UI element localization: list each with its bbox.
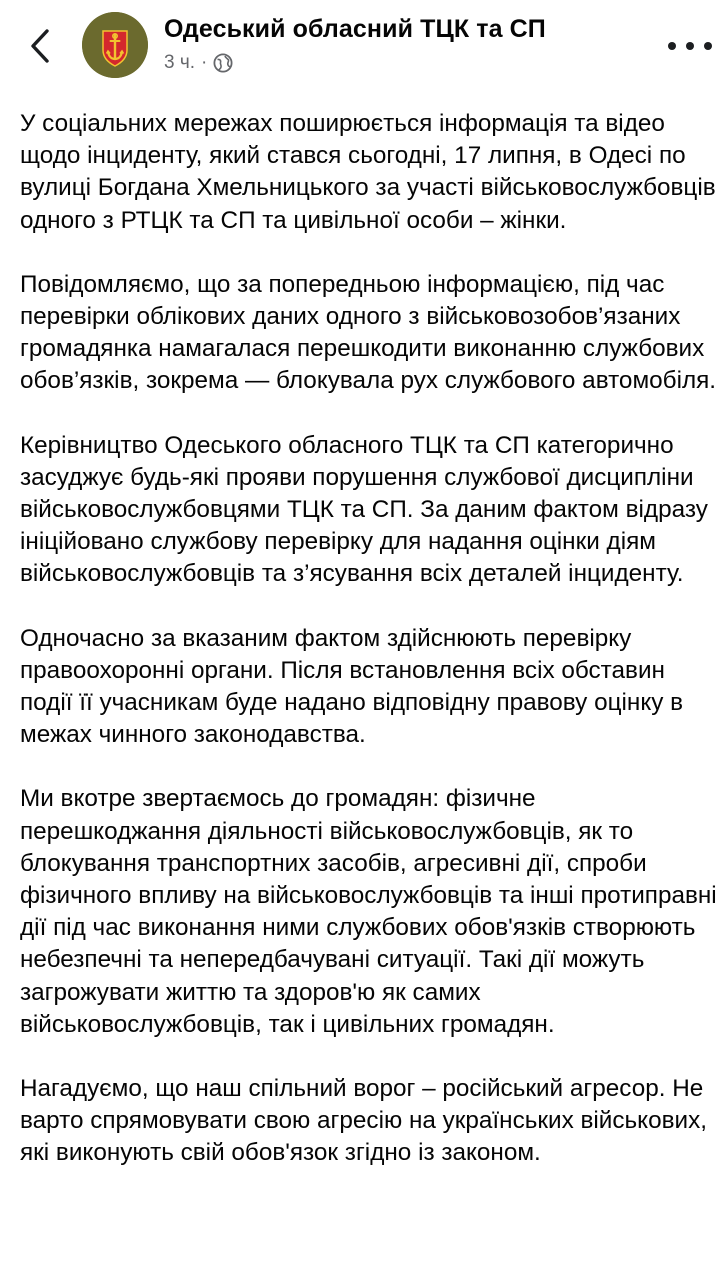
more-dot-icon [668, 42, 676, 50]
back-button[interactable] [22, 24, 58, 68]
page-name[interactable]: Одеський обласний ТЦК та СП [164, 15, 546, 43]
more-dot-icon [704, 42, 712, 50]
post-paragraph: Одночасно за вказаним фактом здійснюють перевірку правоохоронні органи. Після встановлення всіх обставин події її учасникам буде надано відповідну правову оцінку в межах чинного законодавства. [20, 624, 684, 749]
post-time[interactable]: 3 ч. [164, 52, 196, 73]
page-avatar[interactable] [82, 12, 148, 78]
more-dot-icon [686, 42, 694, 50]
post-paragraph: У соціальних мережах поширюється інформація та відео щодо інциденту, який стався сьогодні, 17 липня, в Одесі по вулиці Богдана Хмельницького за участі військовослужбовців одного з РТЦК та СП та цивільної особи – жінки. [20, 110, 716, 234]
post-text [20, 108, 720, 1202]
post-paragraph: Повідомляємо, що за попередньою інформацією, під час перевірки облікових даних одного з військовозобов’язаних громадянка намагалася перешкодити виконанню службових обов’язків, зокрема — блокувала рух службового автомобіля. [20, 270, 717, 395]
meta-separator: · [201, 52, 208, 73]
chevron-left-icon [29, 28, 51, 64]
post-header [0, 0, 728, 92]
emblem-icon [82, 12, 148, 78]
post-paragraph: Керівництво Одеського обласного ТЦК та СП категорично засуджує будь-які прояви порушення службової дисципліни військовослужбовцями ТЦК та СП. За даним фактом відразу ініційовано службову перевірку для надання оцінки діям військовослужбовців та з’ясування всіх деталей інциденту. [20, 431, 708, 588]
more-options-button[interactable] [668, 30, 712, 62]
post-paragraph: Нагадуємо, що наш спільний ворог – російський агресор. Не варто спрямовувати свою агресію на українських військових, які виконують свій обов'язок згідно із законом. [20, 1075, 707, 1167]
globe-icon [213, 53, 233, 73]
post-meta [164, 52, 233, 74]
post-paragraph: Ми вкотре звертаємось до громадян: фізичне перешкоджання діяльності військовослужбовців, як то блокування транспортних засобів, агресивні дії, спроби фізичного впливу на військовослужбовців та інші протиправні дії під час виконання ними службових обов'язків створюють небезпечні та непередбачувані ситуації. Такі дії можуть загрожувати життю та здоров'ю як самих військовослужбовців, так і цивільних громадян. [20, 785, 717, 1038]
